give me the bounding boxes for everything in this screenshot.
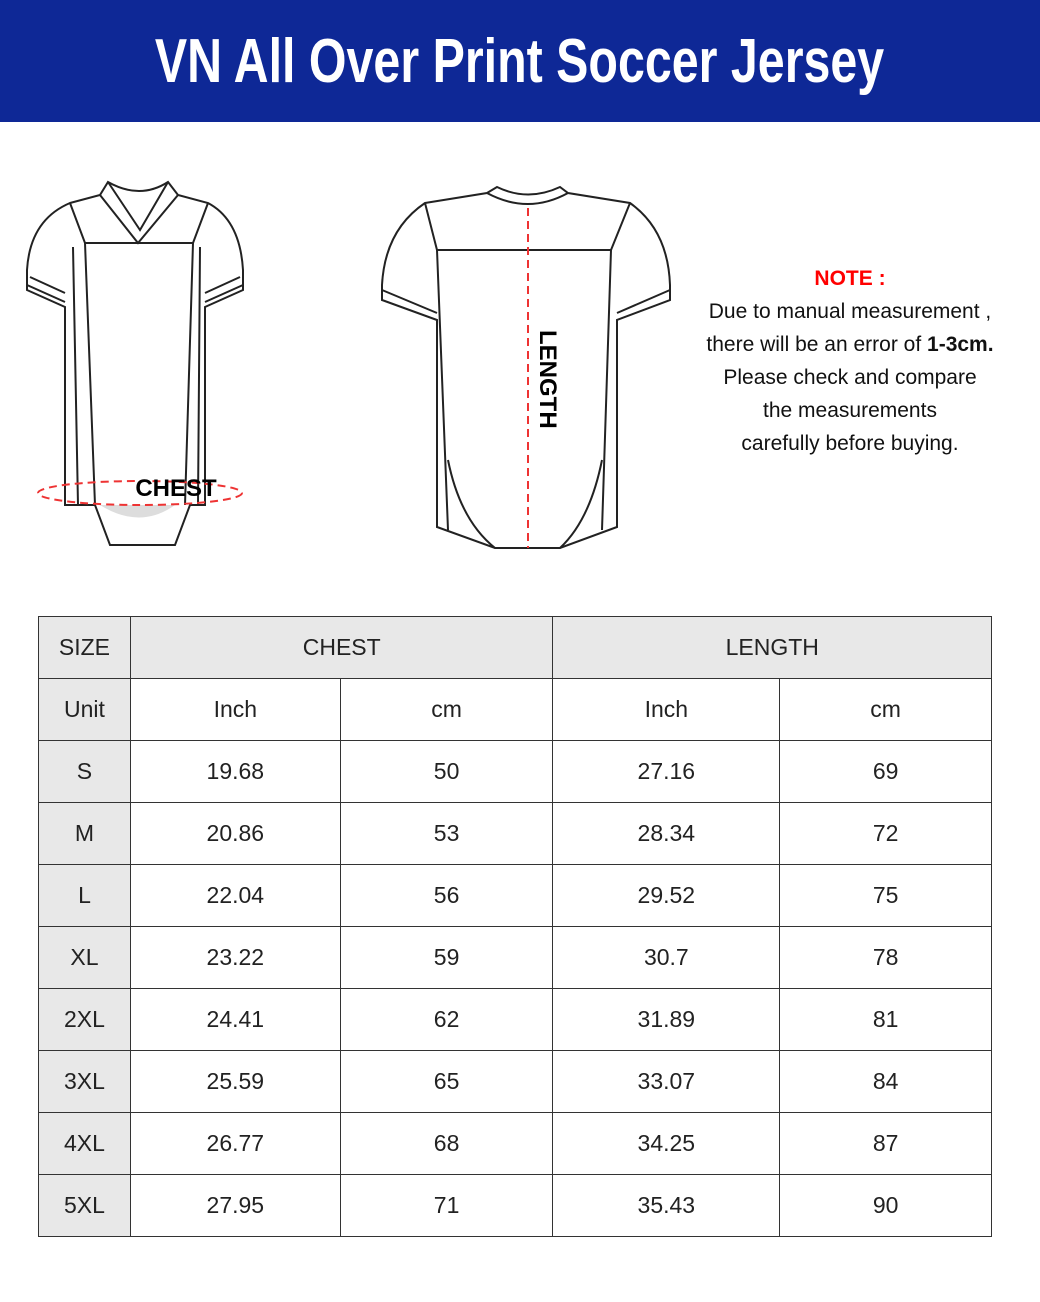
note-error-range: 1-3cm. bbox=[927, 333, 994, 356]
note-line: Please check and compare bbox=[723, 366, 977, 389]
length-cm-cell: 87 bbox=[780, 1113, 992, 1175]
chest-header: CHEST bbox=[130, 617, 553, 679]
note-line: carefully before buying. bbox=[741, 432, 959, 455]
table-row bbox=[39, 803, 992, 865]
length-label: LENGTH bbox=[534, 330, 561, 429]
jersey-back bbox=[382, 187, 670, 548]
unit-cell: cm bbox=[780, 679, 992, 741]
unit-label: Unit bbox=[39, 679, 131, 741]
length-inch-cell: 34.25 bbox=[553, 1113, 780, 1175]
table-row bbox=[39, 1175, 992, 1237]
length-cm-cell: 72 bbox=[780, 803, 992, 865]
length-inch-cell: 35.43 bbox=[553, 1175, 780, 1237]
chest-inch-cell: 26.77 bbox=[130, 1113, 340, 1175]
header-row bbox=[39, 617, 992, 679]
size-cell: M bbox=[39, 803, 131, 865]
chest-cm-cell: 56 bbox=[340, 865, 553, 927]
chest-inch-cell: 27.95 bbox=[130, 1175, 340, 1237]
length-inch-cell: 28.34 bbox=[553, 803, 780, 865]
length-header: LENGTH bbox=[553, 617, 992, 679]
title-banner bbox=[0, 0, 1040, 122]
unit-cell: cm bbox=[340, 679, 553, 741]
chest-cm-cell: 68 bbox=[340, 1113, 553, 1175]
note-line: Due to manual measurement , bbox=[708, 300, 992, 323]
table-row bbox=[39, 1051, 992, 1113]
size-cell: 4XL bbox=[39, 1113, 131, 1175]
chest-inch-cell: 25.59 bbox=[130, 1051, 340, 1113]
chest-cm-cell: 65 bbox=[340, 1051, 553, 1113]
table-row bbox=[39, 741, 992, 803]
chest-label: CHEST bbox=[135, 475, 217, 502]
size-table bbox=[38, 616, 992, 1237]
length-cm-cell: 90 bbox=[780, 1175, 992, 1237]
chest-inch-cell: 23.22 bbox=[130, 927, 340, 989]
table-row bbox=[39, 989, 992, 1051]
chest-inch-cell: 19.68 bbox=[130, 741, 340, 803]
table-row bbox=[39, 927, 992, 989]
unit-cell: Inch bbox=[130, 679, 340, 741]
page-title: VN All Over Print Soccer Jersey bbox=[155, 26, 885, 96]
length-inch-cell: 27.16 bbox=[553, 741, 780, 803]
length-cm-cell: 84 bbox=[780, 1051, 992, 1113]
size-cell: 3XL bbox=[39, 1051, 131, 1113]
length-cm-cell: 69 bbox=[780, 741, 992, 803]
size-cell: 5XL bbox=[39, 1175, 131, 1237]
unit-cell: Inch bbox=[553, 679, 780, 741]
size-header: SIZE bbox=[39, 617, 131, 679]
chest-cm-cell: 71 bbox=[340, 1175, 553, 1237]
note-line: the measurements bbox=[763, 399, 937, 422]
note-title: NOTE : bbox=[814, 267, 886, 290]
length-cm-cell: 75 bbox=[780, 865, 992, 927]
length-inch-cell: 30.7 bbox=[553, 927, 780, 989]
jersey-diagrams bbox=[0, 160, 680, 560]
chest-cm-cell: 59 bbox=[340, 927, 553, 989]
chest-cm-cell: 62 bbox=[340, 989, 553, 1051]
length-inch-cell: 31.89 bbox=[553, 989, 780, 1051]
chest-inch-cell: 22.04 bbox=[130, 865, 340, 927]
length-cm-cell: 78 bbox=[780, 927, 992, 989]
length-inch-cell: 33.07 bbox=[553, 1051, 780, 1113]
length-cm-cell: 81 bbox=[780, 989, 992, 1051]
measurement-note bbox=[680, 262, 1020, 460]
size-cell: S bbox=[39, 741, 131, 803]
jersey-front bbox=[27, 182, 243, 545]
table-row bbox=[39, 1113, 992, 1175]
unit-row bbox=[39, 679, 992, 741]
table-row bbox=[39, 865, 992, 927]
note-line bbox=[680, 328, 1020, 361]
size-cell: 2XL bbox=[39, 989, 131, 1051]
size-cell: L bbox=[39, 865, 131, 927]
length-inch-cell: 29.52 bbox=[553, 865, 780, 927]
size-cell: XL bbox=[39, 927, 131, 989]
chest-cm-cell: 53 bbox=[340, 803, 553, 865]
chest-inch-cell: 24.41 bbox=[130, 989, 340, 1051]
note-text: there will be an error of bbox=[706, 333, 922, 356]
chest-inch-cell: 20.86 bbox=[130, 803, 340, 865]
chest-cm-cell: 50 bbox=[340, 741, 553, 803]
